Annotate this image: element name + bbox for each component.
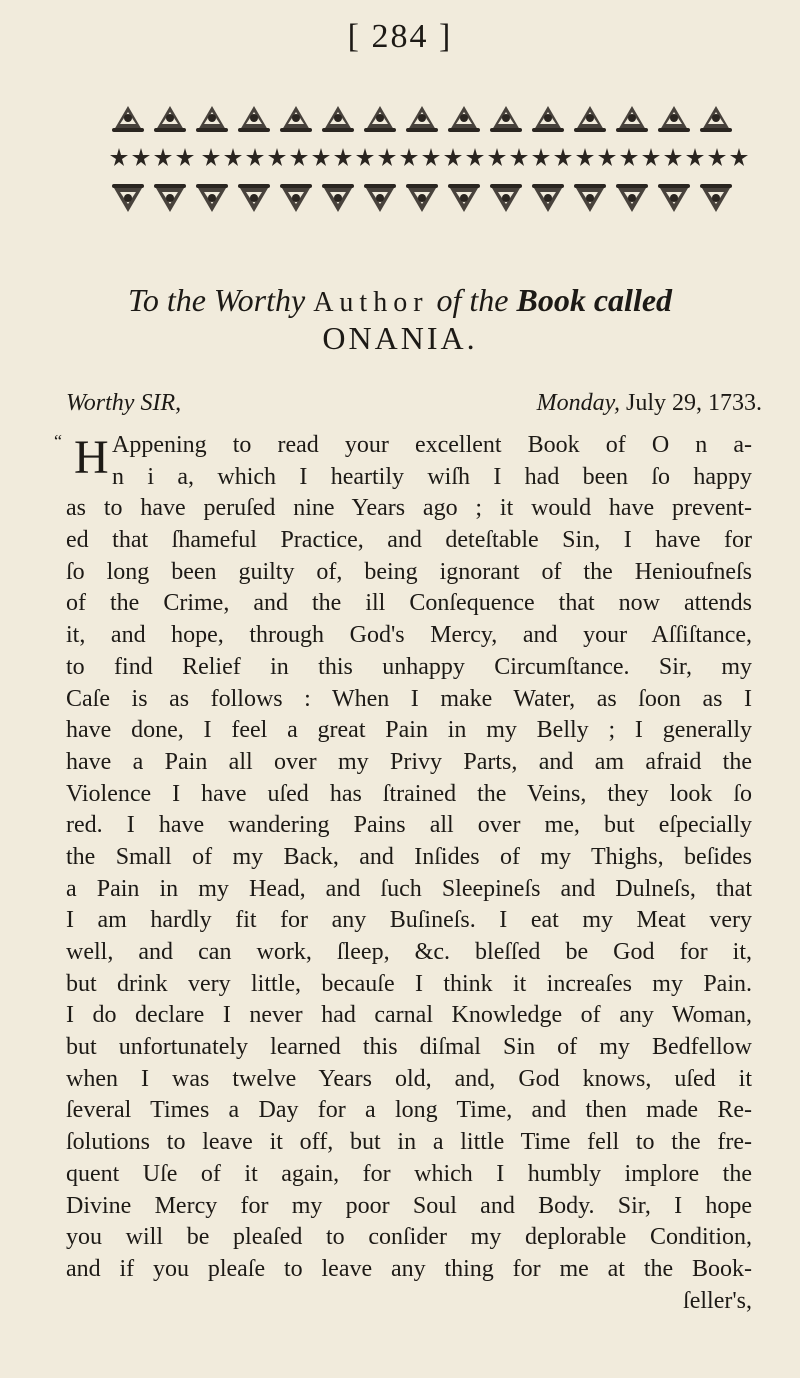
body-line: red. I have wandering Pains all over me, but eſpecially xyxy=(66,812,752,839)
letter-heading xyxy=(0,282,800,319)
body-line: well, and can work, ſleep, &c. bleſſed be God for it, xyxy=(66,939,752,965)
heading-book: Book called xyxy=(516,282,673,318)
body-line: I am hardly fit for any Buſineſs. I eat my Meat very xyxy=(66,907,752,934)
letter-body xyxy=(54,430,752,1317)
body-line: n i a, which I heartily wiſh I had been ſo happy xyxy=(112,463,752,490)
body-line: ſolutions to leave it off, but in a little Time fell to the fre- xyxy=(66,1129,752,1156)
heading-of: of the xyxy=(436,282,509,318)
salutation: Worthy SIR, xyxy=(66,390,182,416)
body-line: but unfortunately learned this diſmal Sin of my Bedfellow xyxy=(66,1034,752,1061)
letter-date xyxy=(537,390,762,417)
body-line: when I was twelve Years old, and, God knows, uſed it xyxy=(66,1065,752,1092)
body-line: ed that ſhameful Practice, and deteſtable Sin, I have for xyxy=(66,527,752,554)
heading-author: Author xyxy=(313,287,429,318)
page-number: [ 284 ] xyxy=(347,18,453,55)
drop-cap: H xyxy=(74,431,109,484)
ornament-row-top xyxy=(110,98,760,138)
body-line: Divine Mercy for my poor Soul and Body. Sir, I hope xyxy=(66,1192,752,1219)
quote-mark: “ xyxy=(54,431,62,451)
body-line: quent Uſe of it again, for which I humbly implore the xyxy=(66,1160,752,1187)
body-line: Caſe is as follows : When I make Water, as ſoon as I xyxy=(66,685,752,712)
body-line: as to have peruſed nine Years ago ; it would have prevent- xyxy=(66,495,752,522)
catchword: ſeller's, xyxy=(683,1287,752,1314)
body-line: Violence I have uſed has ſtrained the Veins, they look ſo xyxy=(66,780,752,807)
heading-title: ONANIA. xyxy=(322,320,478,356)
body-line: to find Relief in this unhappy Circumſtance. Sir, my xyxy=(66,653,752,680)
date-rest: July 29, 1733. xyxy=(625,390,762,416)
ornament-row-middle xyxy=(110,146,760,176)
body-line: the Small of my Back, and Inſides of my Thighs, beſides xyxy=(66,843,752,870)
body-line: of the Crime, and the ill Conſequence that now attends xyxy=(66,590,752,617)
body-line: it, and hope, through God's Mercy, and your Aſſiſtance, xyxy=(66,622,752,649)
body-line: you will be pleaſed to conſider my deplorable Condition, xyxy=(66,1224,752,1251)
body-line: have done, I feel a great Pain in my Belly ; I generally xyxy=(66,717,752,744)
body-line: ſeveral Times a Day for a long Time, and then made Re- xyxy=(66,1097,752,1124)
body-line: ſo long been guilty of, being ignorant of the Henioufneſs xyxy=(66,558,752,585)
heading-prefix: To the Worthy xyxy=(127,282,306,318)
body-line: but drink very little, becauſe I think it increaſes my Pain. xyxy=(66,970,752,997)
body-line: and if you pleaſe to leave any thing for me at the Book- xyxy=(66,1255,752,1282)
body-line: have a Pain all over my Privy Parts, and am afraid the xyxy=(66,748,752,775)
ornament-row-bottom xyxy=(110,180,760,220)
body-line: a Pain in my Head, and ſuch Sleepineſs and Dulneſs, that xyxy=(66,875,752,902)
body-line: “ H Appening to read your excellent Book of O n a- xyxy=(66,430,752,462)
body-line: I do declare I never had carnal Knowledge of any Woman, xyxy=(66,1002,752,1029)
date-day: Monday, xyxy=(536,390,620,416)
